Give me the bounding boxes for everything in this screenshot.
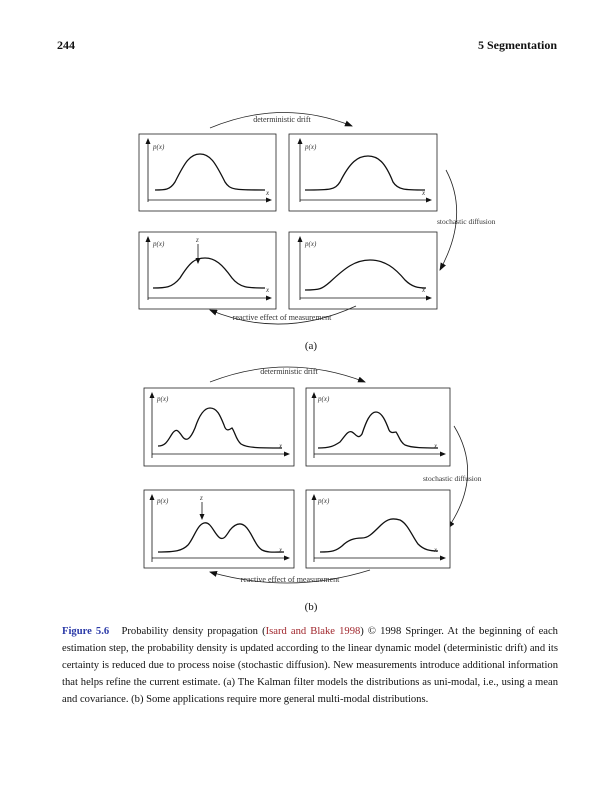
plot-b-diffused bbox=[306, 490, 450, 568]
diffusion-label-a: stochastic diffusion bbox=[437, 217, 496, 226]
plot-a-prior bbox=[139, 134, 276, 211]
xlabel-b1: x bbox=[279, 442, 283, 450]
ylabel-b1: p(x) bbox=[157, 395, 169, 403]
xlabel-b2: x bbox=[434, 442, 438, 450]
ylabel-b4: p(x) bbox=[318, 497, 330, 505]
ylabel-b2: p(x) bbox=[318, 395, 330, 403]
measurement-label-a: reactive effect of measurement bbox=[232, 313, 332, 322]
caption-text-1: Probability density propagation ( bbox=[121, 626, 266, 637]
panel-a bbox=[139, 112, 496, 352]
ylabel-a3: p(x) bbox=[153, 240, 165, 248]
plot-a-diffused bbox=[289, 232, 437, 309]
subcaption-a: (a) bbox=[304, 340, 318, 352]
ylabel-a4: p(x) bbox=[305, 240, 317, 248]
caption-text-2: ) © 1998 Springer. At the beginning of each estimation step, the probability density is updated according to the linear dynamic model (deterministic drift) and its certainty is reduced due to process noise (stochastic diffusion). New measurements introduce additional information that helps refine the current estimate. (a) The Kalman filter models the distributions as uni-modal, i.e., using a mean and covariance. (b) Some applications require more general multi-modal distributions. bbox=[62, 626, 558, 705]
xlabel-b4: x bbox=[434, 546, 438, 554]
citation-link[interactable]: Isard and Blake 1998 bbox=[265, 626, 361, 637]
diffusion-label-b: stochastic diffusion bbox=[423, 474, 482, 483]
measurement-label-b: reactive effect of measurement bbox=[240, 575, 340, 584]
ylabel-a2: p(x) bbox=[305, 143, 317, 151]
z-label-a: z bbox=[196, 236, 199, 244]
subcaption-b: (b) bbox=[304, 601, 318, 613]
xlabel-a1: x bbox=[266, 189, 270, 197]
xlabel-a2: x bbox=[422, 189, 426, 197]
drift-label-b: deterministic drift bbox=[260, 367, 318, 376]
plot-a-measurement bbox=[139, 232, 276, 309]
figure-caption bbox=[62, 623, 558, 708]
plot-b-measurement bbox=[144, 490, 294, 568]
ylabel-a1: p(x) bbox=[153, 143, 165, 151]
xlabel-b3: x bbox=[279, 546, 283, 554]
figure-label: Figure 5.6 bbox=[62, 626, 110, 637]
panel-b bbox=[144, 367, 482, 613]
plot-b-drift bbox=[306, 388, 450, 466]
ylabel-b3: p(x) bbox=[157, 497, 169, 505]
chapter-title: 5 Segmentation bbox=[478, 38, 557, 52]
xlabel-a4: x bbox=[422, 286, 426, 294]
z-label-b: z bbox=[200, 494, 203, 502]
plot-a-drift bbox=[289, 134, 437, 211]
page-number: 244 bbox=[57, 38, 75, 52]
drift-label-a: deterministic drift bbox=[253, 115, 311, 124]
plot-b-prior bbox=[144, 388, 294, 466]
xlabel-a3: x bbox=[266, 286, 270, 294]
